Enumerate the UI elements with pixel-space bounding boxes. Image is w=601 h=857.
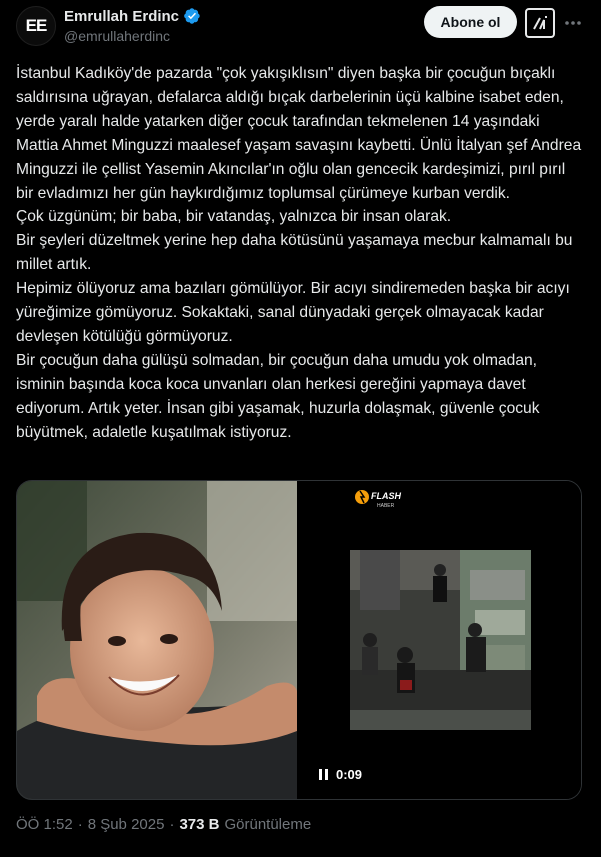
tweet-paragraph: Bir şeyleri düzeltmek yerine hep daha kötüsünü yaşamaya mecbur kalmamalı bu millet artık. (16, 232, 573, 274)
tweet-media (16, 480, 582, 800)
tweet-photo[interactable] (17, 481, 297, 799)
more-dots (564, 20, 582, 26)
logo-subtext: HABER (377, 503, 395, 509)
video-controls (319, 767, 362, 782)
follow-button[interactable]: Abone ol (424, 6, 517, 38)
video-time: 0:09 (336, 767, 363, 782)
author-display-name[interactable]: Emrullah Erdinc (64, 7, 180, 25)
tweet-date[interactable]: 8 Şub 2025 (87, 816, 165, 833)
tweet-time[interactable]: ÖÖ 1:52 (16, 816, 73, 833)
author-handle[interactable]: @emrullaherdinc (64, 28, 171, 44)
author-name-row (64, 7, 201, 25)
tweet-paragraph: İstanbul Kadıköy'de pazarda "çok yakışıklısın" diyen başka bir çocuğun bıçaklı saldırısına uğrayan, defalarca aldığı bıçak darbelerinin üçü kalbine isabet eden, yerde yaralı halde yatarken diğer çocuk tarafından tekmelenen 14 yaşındaki Mattia Ahmet Minguzzi maalesef yaşam savaşını kaybetti. Ünlü İtalyan şef Andrea Minguzzi ile çellist Yasemin Akıncılar'ın oğlu olan gencecik kardeşimizi, pırıl pırıl bir evladımızı her gün haykırdığımız toplumsal çürümeye kurban verdik. (16, 65, 582, 202)
meta-separator: · (169, 816, 175, 833)
pause-icon[interactable] (319, 769, 328, 780)
grok-icon[interactable] (525, 8, 555, 38)
tweet-paragraph: Hepimiz ölüyoruz ama bazıları gömülüyor. Bir acıyı sindiremeden başka bir acıyı yüreğimize gömüyoruz. Sokaktaki, sanal dünyadaki gerçek olmayacak kadar devleşen kötülüğü görmüyoruz. (16, 280, 570, 345)
tweet-header (0, 0, 601, 52)
tweet-text (16, 62, 586, 445)
views-label: Görüntüleme (224, 816, 312, 833)
tweet-meta (16, 816, 311, 833)
grok-glyph (531, 14, 549, 32)
tweet-paragraph: Çok üzgünüm; bir baba, bir vatandaş, yalnızca bir insan olarak. (16, 208, 452, 226)
tweet-paragraph: Bir çocuğun daha gülüşü solmadan, bir çocuğun daha umudu yok olmadan, isminin başında koca koca unvanları olan herkesi gereğini yapmaya davet ediyorum. Artık yeter. İnsan gibi yaşamak, huzurla dolaşmak, güvenle çocuk büyütmek, adaletle kuşatılmak istiyoruz. (16, 351, 540, 441)
tweet-video[interactable] (299, 481, 581, 799)
photo-image (17, 481, 297, 799)
video-frame (350, 550, 531, 730)
more-icon[interactable] (562, 8, 584, 38)
logo-text: FLASH (371, 491, 401, 501)
flash-haber-logo (353, 487, 413, 514)
meta-separator: · (77, 816, 83, 833)
views-count: 373 B (179, 816, 220, 833)
verified-badge-icon (183, 7, 201, 25)
author-avatar[interactable]: EE (16, 6, 56, 46)
